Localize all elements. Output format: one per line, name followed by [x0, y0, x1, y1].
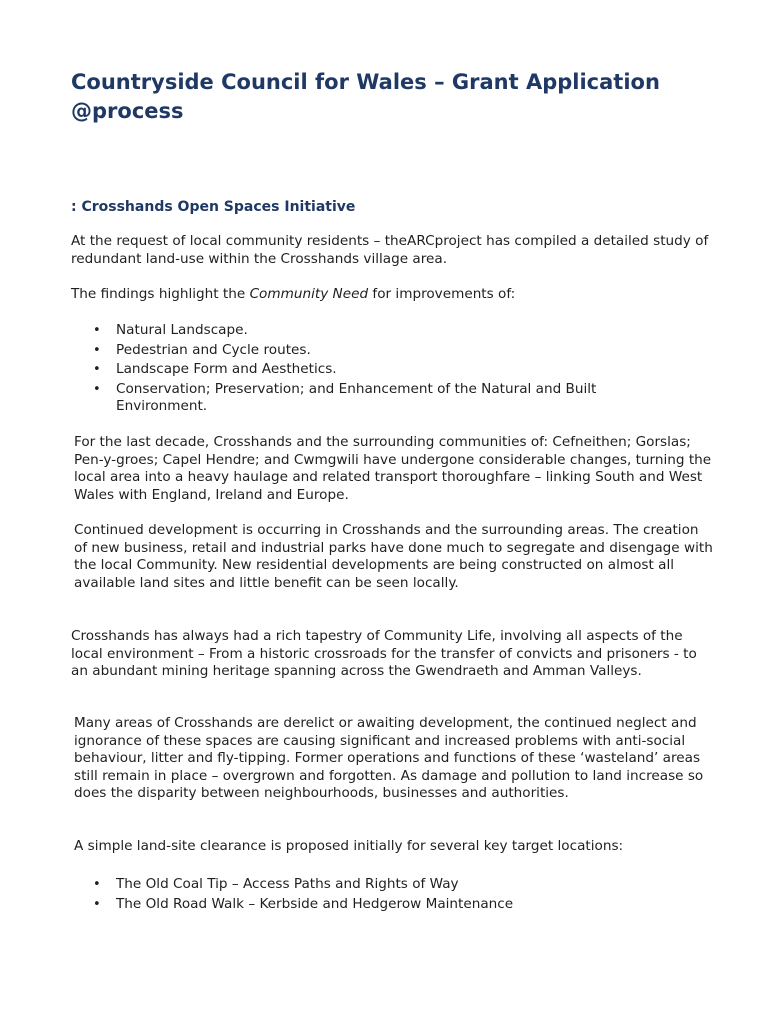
target-locations-list [93, 876, 673, 915]
findings-text-after: for improvements of: [368, 286, 516, 302]
list-item [93, 361, 673, 379]
list-item-text: Pedestrian and Cycle routes. [116, 341, 311, 358]
improvements-list [93, 322, 673, 418]
section-subtitle: : Crosshands Open Spaces Initiative [71, 199, 356, 215]
bullet-icon: • [93, 381, 101, 397]
decade-paragraph: For the last decade, Crosshands and the surrounding communities of: Cefneithen; Gorslas; Pen-y-groes; Capel Hendre; and Cwmgwili have undergone considerable changes, turning the local area into a heavy haulage and related transport thoroughfare – linking South and West Wales with England, Ireland and Europe. [74, 434, 712, 503]
findings-text-before: The findings highlight the [71, 286, 250, 302]
list-item-text: The Old Road Walk – Kerbside and Hedgerow Maintenance [116, 895, 514, 912]
bullet-icon: • [93, 342, 101, 358]
list-item-text: Conservation; Preservation; and Enhancement of the Natural and Built Environment. [116, 380, 597, 414]
list-item [93, 876, 673, 894]
bullet-icon: • [93, 896, 101, 912]
document-title: Countryside Council for Wales – Grant Application @process [71, 70, 660, 123]
list-item [93, 342, 673, 360]
community-life-paragraph: Crosshands has always had a rich tapestry of Community Life, involving all aspects of the local environment – From a historic crossroads for the transfer of convicts and prisoners - to an abundant mining heritage spanning across the Gwendraeth and Amman Valleys. [71, 628, 697, 679]
bullet-icon: • [93, 362, 101, 377]
intro-paragraph: At the request of local community residents – theARCproject has compiled a detailed study of redundant land-use within the Crosshands village area. [71, 233, 709, 267]
bullet-icon: • [93, 323, 101, 338]
list-item [93, 322, 673, 340]
development-paragraph: Continued development is occurring in Crosshands and the surrounding areas. The creation of new business, retail and industrial parks have done much to segregate and disengage with the local Community. New residential developments are being constructed on almost all available land sites and little benefit can be seen locally. [74, 522, 713, 591]
list-item [93, 896, 673, 914]
clearance-paragraph: A simple land-site clearance is proposed initially for several key target locations: [74, 838, 624, 854]
bullet-icon: • [93, 877, 101, 892]
findings-emphasis: Community Need [249, 286, 369, 302]
findings-paragraph [71, 286, 711, 304]
derelict-areas-paragraph: Many areas of Crosshands are derelict or awaiting development, the continued neglect and ignorance of these spaces are causing significant and increased problems with anti-social behaviour, litter and fly-tipping. Former operations and functions of these ‘wasteland’ areas still remain in place – overgrown and forgotten. As damage and pollution to land increase so does the disparity between neighbourhoods, businesses and authorities. [74, 715, 704, 801]
list-item [93, 381, 673, 416]
list-item-text: Natural Landscape. [116, 322, 248, 338]
list-item-text: The Old Coal Tip – Access Paths and Rights of Way [116, 876, 459, 892]
list-item-text: Landscape Form and Aesthetics. [116, 361, 337, 377]
